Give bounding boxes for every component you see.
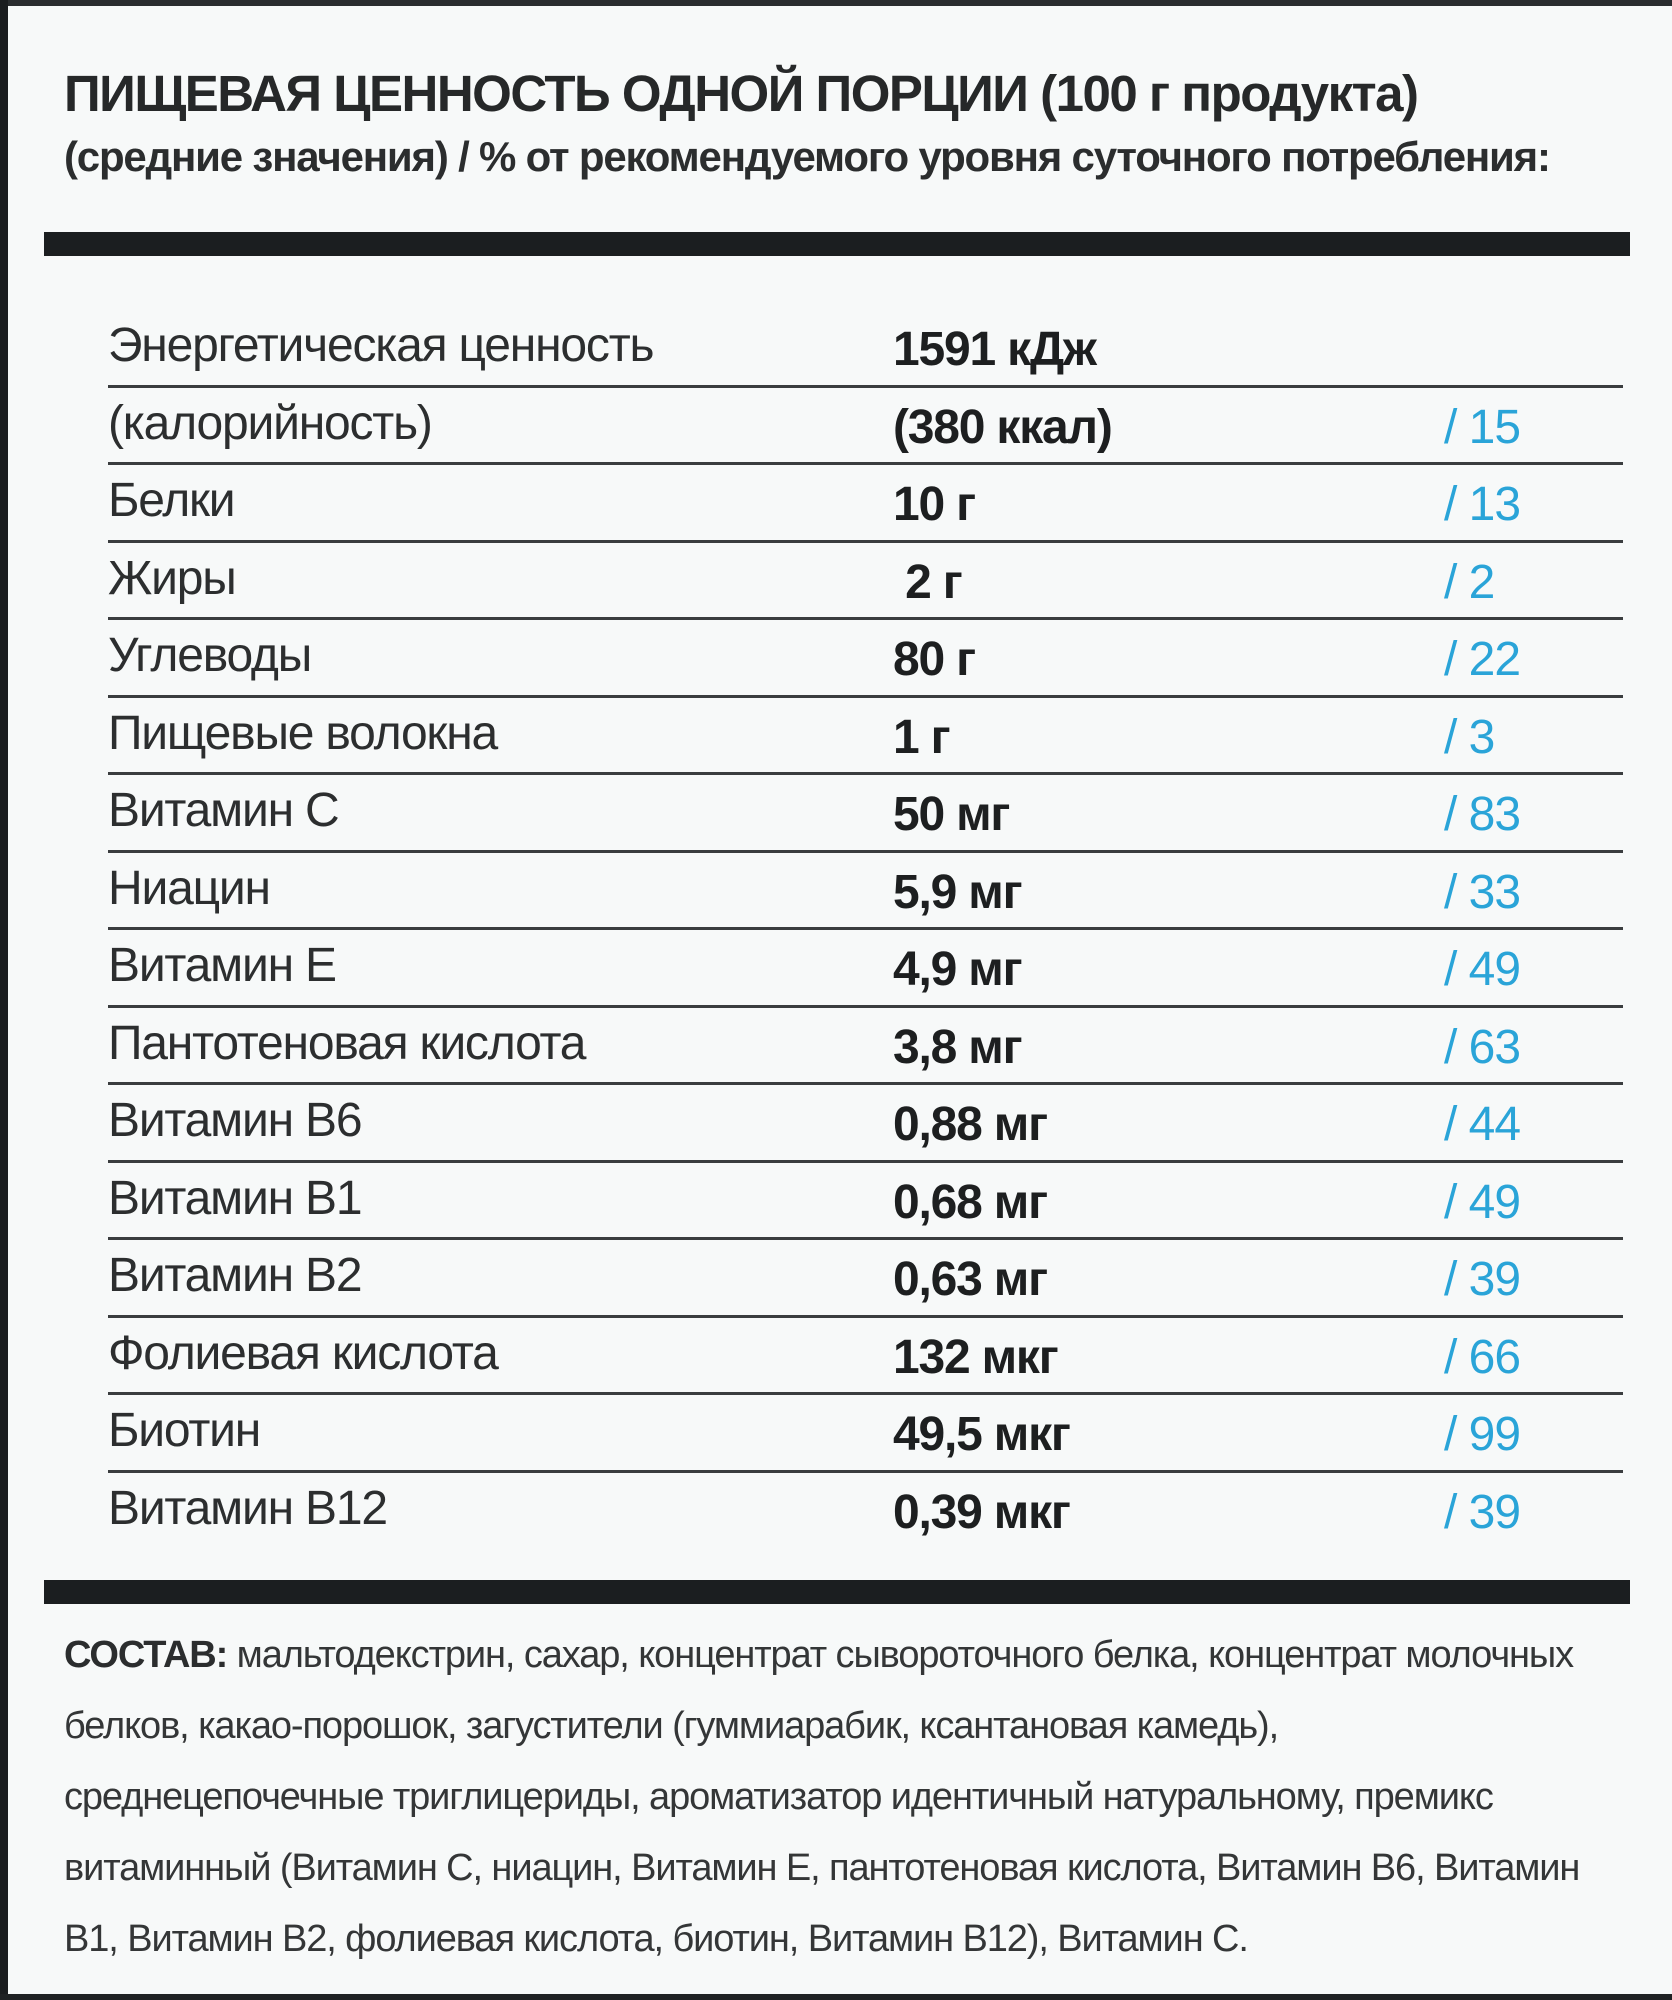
nutrient-row bbox=[108, 1318, 1623, 1396]
nutrient-name: Ниацин bbox=[108, 861, 270, 915]
nutrient-amount: 1 г bbox=[893, 710, 950, 764]
label-title bbox=[64, 62, 1644, 126]
nutrient-row bbox=[108, 388, 1623, 466]
nutrient-name: Биотин bbox=[108, 1404, 261, 1457]
frame-left-edge bbox=[0, 0, 8, 2000]
nutrient-row bbox=[108, 930, 1623, 1008]
nutrient-name: Пантотеновая кислота bbox=[108, 1016, 586, 1070]
title-main: ПИЩЕВАЯ ЦЕННОСТЬ ОДНОЙ ПОРЦИИ bbox=[64, 65, 1028, 122]
title-portion: (100 г продукта) bbox=[1040, 65, 1418, 122]
nutrient-amount: 0,88 мг bbox=[893, 1098, 1047, 1151]
nutrient-amount: 49,5 мкг bbox=[893, 1408, 1070, 1461]
nutrient-name: Углеводы bbox=[108, 629, 312, 682]
nutrient-row bbox=[108, 1395, 1623, 1473]
nutrient-daily-percent: / 22 bbox=[1444, 633, 1521, 686]
nutrient-daily-percent: / 2 bbox=[1444, 555, 1495, 609]
nutrient-amount: 5,9 мг bbox=[893, 865, 1022, 919]
label-header bbox=[64, 62, 1644, 188]
nutrient-daily-percent: / 99 bbox=[1444, 1408, 1521, 1461]
nutrient-name: Витамин С bbox=[108, 784, 339, 837]
nutrient-amount: 132 мкг bbox=[893, 1330, 1058, 1384]
nutrient-row bbox=[108, 1473, 1623, 1551]
nutrient-daily-percent: / 44 bbox=[1444, 1098, 1521, 1151]
nutrient-row bbox=[108, 1085, 1623, 1163]
nutrient-row bbox=[108, 620, 1623, 698]
nutrient-amount: 2 г bbox=[893, 555, 962, 609]
frame-top-edge bbox=[0, 0, 1672, 6]
nutrient-daily-percent: / 49 bbox=[1444, 1175, 1521, 1229]
nutrient-name: Фолиевая кислота bbox=[108, 1326, 498, 1380]
label-subtitle: (средние значения) / % от рекомендуемого уровня суточного потребления: bbox=[64, 133, 1550, 180]
nutrient-daily-percent: / 39 bbox=[1444, 1253, 1521, 1306]
nutrient-row bbox=[108, 1240, 1623, 1318]
nutrient-name: Витамин В2 bbox=[108, 1249, 362, 1302]
nutrient-amount: 10 г bbox=[893, 478, 975, 531]
nutrient-amount: 4,9 мг bbox=[893, 943, 1022, 996]
nutrient-daily-percent: / 66 bbox=[1444, 1330, 1521, 1384]
nutrient-amount: 1591 кДж bbox=[893, 323, 1096, 376]
nutrient-daily-percent: / 15 bbox=[1444, 400, 1521, 454]
nutrient-amount: 50 мг bbox=[893, 788, 1010, 841]
nutrient-daily-percent: / 39 bbox=[1444, 1485, 1521, 1539]
nutrient-row bbox=[108, 543, 1623, 621]
nutrient-name: Энергетическая ценность bbox=[108, 319, 654, 372]
nutrient-amount: 80 г bbox=[893, 633, 975, 686]
nutrient-row bbox=[108, 853, 1623, 931]
nutrient-name: Витамин Е bbox=[108, 939, 336, 992]
nutrient-name: Белки bbox=[108, 474, 235, 527]
ingredients-label: СОСТАВ: bbox=[64, 1634, 228, 1676]
nutrient-amount: 0,63 мг bbox=[893, 1253, 1047, 1306]
nutrient-name: Витамин В6 bbox=[108, 1094, 362, 1147]
nutrient-amount: 0,68 мг bbox=[893, 1175, 1047, 1229]
nutrient-daily-percent: / 33 bbox=[1444, 865, 1521, 919]
nutrient-name: (калорийность) bbox=[108, 396, 432, 450]
nutrient-row bbox=[108, 698, 1623, 776]
divider-top bbox=[44, 232, 1630, 256]
nutrient-name: Жиры bbox=[108, 551, 236, 605]
nutrient-row bbox=[108, 1008, 1623, 1086]
nutrient-name: Витамин В12 bbox=[108, 1481, 387, 1535]
nutrient-daily-percent: / 63 bbox=[1444, 1020, 1521, 1074]
nutrient-row bbox=[108, 775, 1623, 853]
nutrient-amount: (380 ккал) bbox=[893, 400, 1112, 454]
nutrient-row bbox=[108, 310, 1623, 388]
nutrient-daily-percent: / 83 bbox=[1444, 788, 1521, 841]
ingredients-text: мальтодекстрин, сахар, концентрат сывороточного белка, концентрат молочных белков, какао-порошок, загустители (гуммиарабик, ксантановая камедь), среднецепочечные триглицериды, ароматизатор идентичный натуральному, премикс витаминный (Витамин С, ниацин, Витамин Е, пантотеновая кислота, Витамин В6, Витамин В1, Витамин В2, фолиевая кислота, биотин, Витамин В12), Витамин С. bbox=[64, 1634, 1580, 1960]
nutrient-amount: 0,39 мкг bbox=[893, 1485, 1070, 1539]
nutrient-name: Пищевые волокна bbox=[108, 706, 498, 760]
nutrition-table bbox=[108, 310, 1623, 1550]
ingredients-block bbox=[64, 1620, 1604, 1975]
nutrient-row bbox=[108, 1163, 1623, 1241]
divider-bottom bbox=[44, 1580, 1630, 1604]
nutrient-daily-percent: / 3 bbox=[1444, 710, 1495, 764]
frame-bottom-edge bbox=[0, 1994, 1672, 2000]
nutrient-name: Витамин В1 bbox=[108, 1171, 362, 1225]
nutrient-row bbox=[108, 465, 1623, 543]
nutrient-daily-percent: / 49 bbox=[1444, 943, 1521, 996]
nutrient-amount: 3,8 мг bbox=[893, 1020, 1022, 1074]
nutrient-daily-percent: / 13 bbox=[1444, 478, 1521, 531]
